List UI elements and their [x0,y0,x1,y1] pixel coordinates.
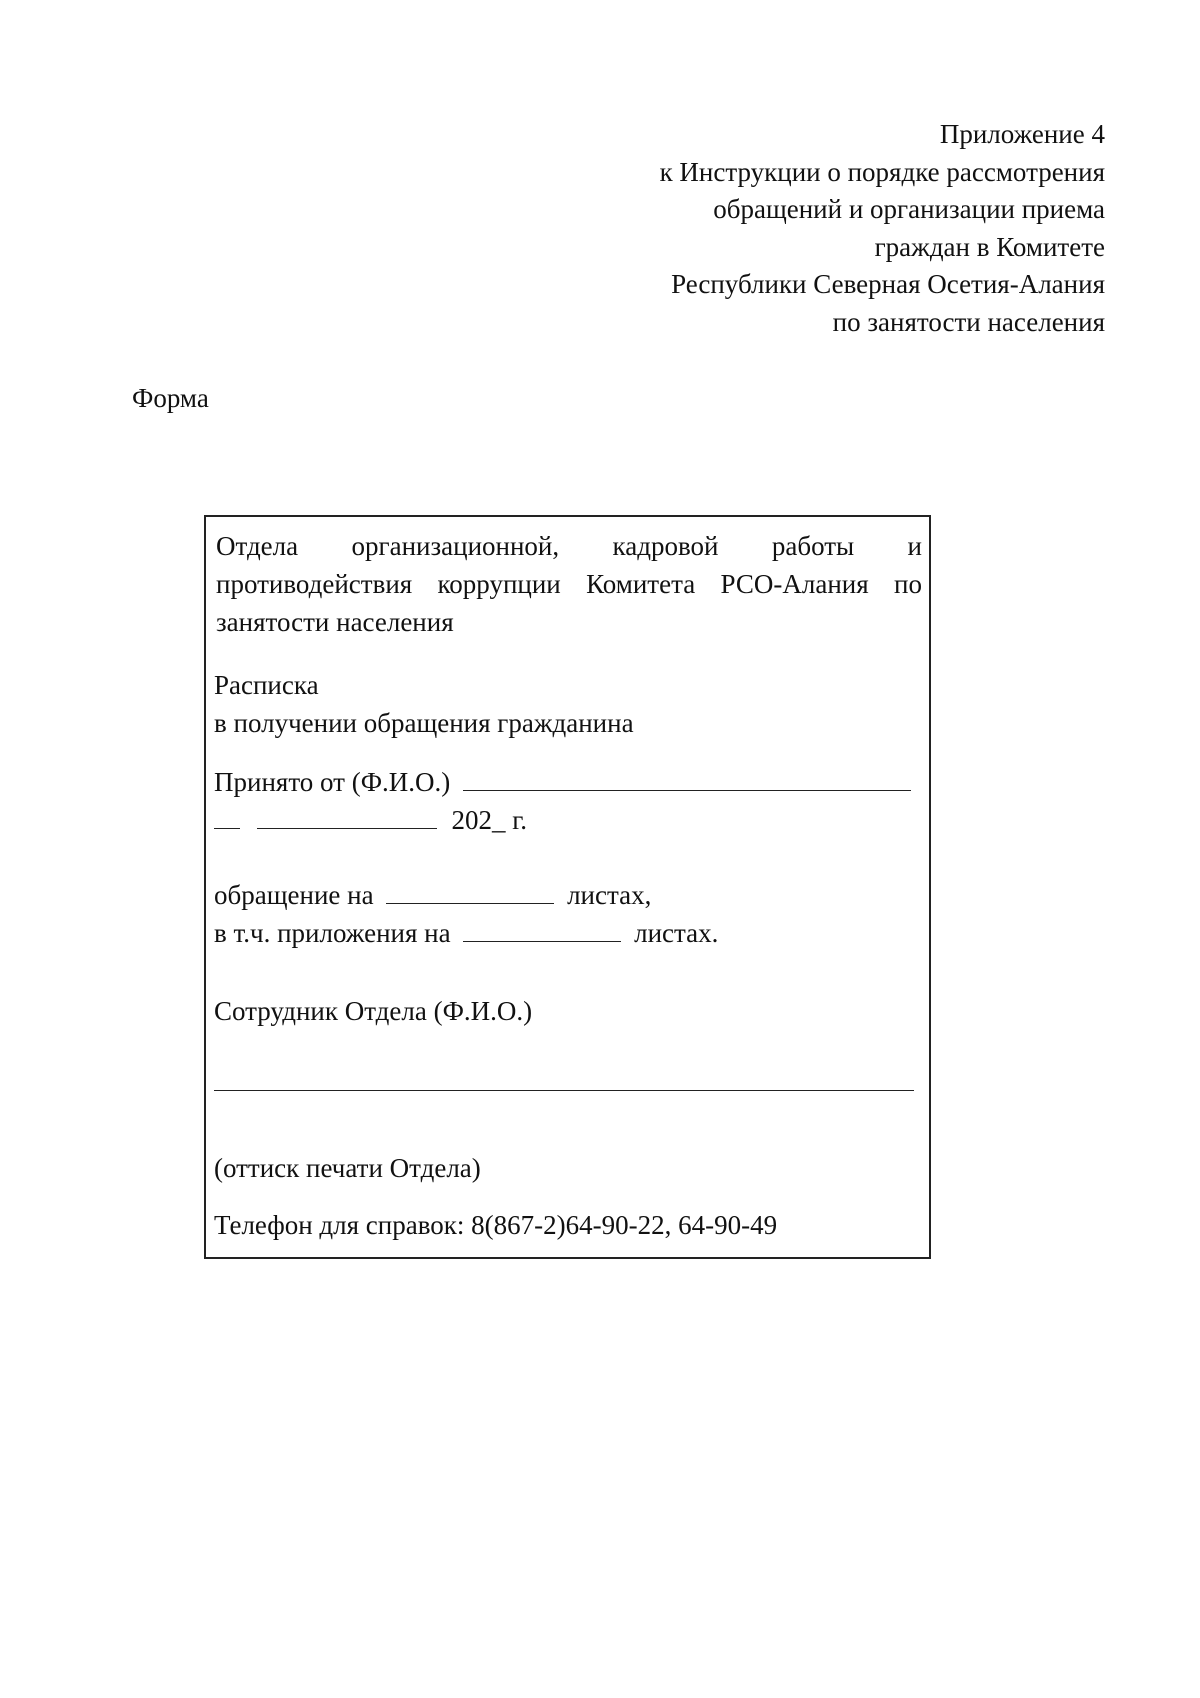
attachments-pages-blank[interactable] [463,915,621,942]
year-text: 202_ г. [451,805,528,835]
received-from-row [214,764,911,800]
department-line: Отдела организационной, кадровой работы и [216,531,922,561]
employee-label: Сотрудник Отдела (Ф.И.О.) [214,996,533,1026]
department-name [216,527,922,641]
date-row [214,802,527,838]
appeal-pages-unit: листах, [567,880,652,910]
appeal-pages-blank[interactable] [386,877,554,904]
appeal-pages-row [214,877,651,913]
receipt-box [204,515,931,1259]
appendix-header [545,116,1105,341]
phone-text: Телефон для справок: 8(867-2)64-90-22, 64-90-49 [214,1210,778,1240]
appendix-line: граждан в Комитете [874,231,1105,262]
appendix-line: обращений и организации приема [713,194,1105,224]
month-blank[interactable] [257,802,437,829]
employee-name-blank[interactable] [214,1090,914,1091]
appendix-line: к Инструкции о порядке рассмотрения [659,156,1105,187]
stamp-label: (оттиск печати Отдела) [214,1153,481,1183]
attachments-pages-label: в т.ч. приложения на [214,918,451,948]
department-line: противодействия коррупции Комитета РСО-Алания по [216,569,922,599]
received-from-blank[interactable] [463,764,911,791]
receipt-title: Расписка [214,670,319,700]
receipt-subtitle: в получении обращения гражданина [214,708,634,738]
form-label: Форма [132,383,209,413]
appendix-line: Приложение 4 [939,119,1105,149]
appendix-line: Республики Северная Осетия-Алания [671,269,1105,299]
day-blank[interactable] [214,802,240,829]
received-from-label: Принято от (Ф.И.О.) [214,767,451,797]
attachments-pages-row [214,915,718,951]
appendix-line: по занятости населения [832,306,1105,337]
appeal-pages-label: обращение на [214,880,374,910]
attachments-pages-unit: листах. [634,918,719,948]
department-line: занятости населения [216,607,454,637]
